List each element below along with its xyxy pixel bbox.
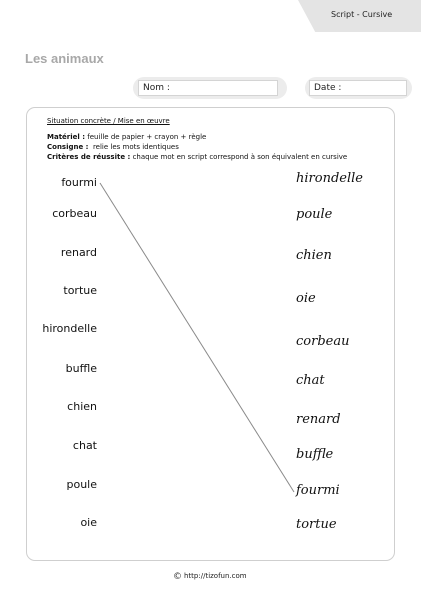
cursive-word: poule — [296, 207, 333, 222]
copyright-icon: © — [173, 572, 182, 582]
script-word: fourmi — [61, 176, 97, 189]
cursive-word: buffle — [296, 447, 334, 462]
script-word: hirondelle — [42, 322, 97, 335]
script-word: poule — [66, 478, 97, 491]
script-word: renard — [60, 246, 97, 259]
footer — [173, 572, 247, 582]
cursive-word: fourmi — [296, 483, 340, 498]
criteres-text: chaque mot en script correspond à son équivalent en cursive — [132, 153, 348, 161]
connection-line — [100, 183, 294, 492]
footer-url[interactable]: http://tizofun.com — [184, 572, 247, 580]
script-word: oie — [80, 516, 97, 529]
cursive-word: chien — [296, 248, 332, 263]
criteres-label: Critères de réussite : — [47, 153, 131, 161]
cursive-word: chat — [296, 373, 325, 388]
script-word: corbeau — [52, 207, 97, 220]
materiel-text: feuille de papier + crayon + règle — [87, 133, 207, 141]
script-word: chat — [72, 439, 97, 452]
page-title: Les animaux — [25, 51, 104, 66]
cursive-word: oie — [296, 291, 316, 306]
consigne-text: relie les mots identiques — [92, 143, 179, 151]
script-word: tortue — [63, 284, 97, 297]
script-word: buffle — [65, 362, 97, 375]
date-field[interactable]: Date : — [309, 80, 407, 96]
cursive-word: tortue — [296, 517, 337, 532]
cursive-word: corbeau — [296, 334, 350, 349]
header-tab-label: Script - Cursive — [331, 10, 393, 19]
cursive-word: hirondelle — [296, 171, 363, 186]
materiel-label: Matériel : — [47, 133, 86, 141]
consigne-label: Consigne : — [47, 143, 89, 151]
script-word: chien — [67, 400, 97, 413]
situation-heading: Situation concrète / Mise en œuvre — [47, 117, 170, 125]
name-field[interactable]: Nom : — [138, 80, 278, 96]
cursive-word: renard — [296, 412, 341, 427]
